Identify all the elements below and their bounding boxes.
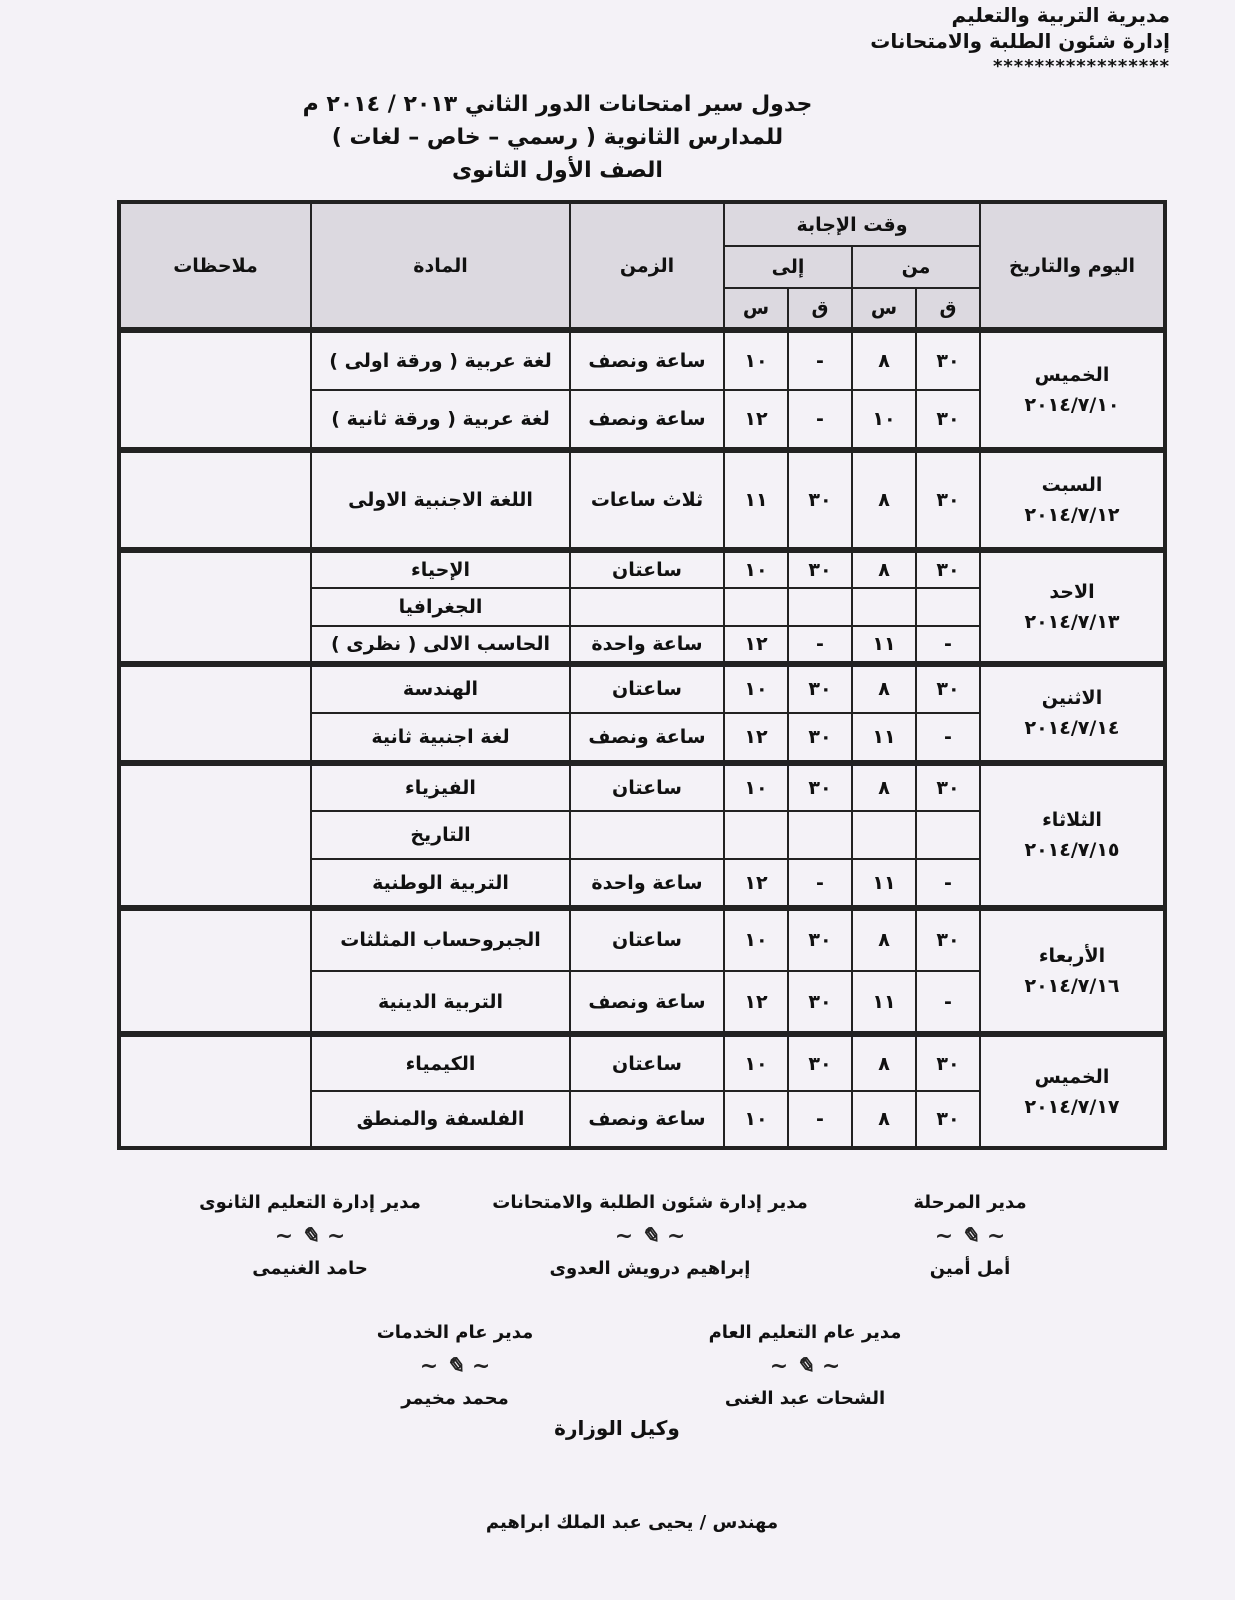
subject-cell: لغة عربية ( ورقة ثانية ) bbox=[311, 390, 570, 450]
to-hour-cell: ١٠ bbox=[724, 763, 788, 811]
to-hour-cell: ١٢ bbox=[724, 859, 788, 907]
to-minute-cell: ٣٠ bbox=[788, 763, 852, 811]
signature-name: محمد مخيمر bbox=[401, 1388, 509, 1409]
from-hour-cell: ١٠ bbox=[852, 390, 916, 450]
duration-cell: ساعتان bbox=[570, 1034, 724, 1091]
from-hour-cell: ١١ bbox=[852, 971, 916, 1034]
header-from-hour: س bbox=[852, 288, 916, 330]
exam-date: ٢٠١٤/٧/١٤ bbox=[1024, 717, 1120, 740]
subject-cell: الجغرافيا bbox=[311, 588, 570, 626]
handwritten-signature-mark: ~ ✎ ~ bbox=[614, 1223, 686, 1249]
document-titles bbox=[0, 88, 1235, 187]
to-hour-cell bbox=[724, 588, 788, 626]
signature-name: الشحات عبد الغنى bbox=[724, 1388, 886, 1409]
handwritten-signature-mark: ~ ✎ ~ bbox=[419, 1353, 491, 1379]
from-minute-cell: ٣٠ bbox=[916, 1034, 980, 1091]
table-row bbox=[119, 550, 1165, 588]
subject-cell: الفلسفة والمنطق bbox=[311, 1091, 570, 1148]
from-hour-cell: ٨ bbox=[852, 763, 916, 811]
exam-date: ٢٠١٤/٧/١٦ bbox=[1024, 975, 1120, 998]
from-minute-cell: ٣٠ bbox=[916, 763, 980, 811]
from-hour-cell bbox=[852, 811, 916, 859]
day-name: الاثنين bbox=[1041, 687, 1103, 710]
day-date-cell bbox=[980, 550, 1165, 664]
to-minute-cell: ٣٠ bbox=[788, 713, 852, 762]
signature-services-director bbox=[355, 1318, 555, 1414]
to-minute-cell: ٣٠ bbox=[788, 1034, 852, 1091]
to-hour-cell: ١٠ bbox=[724, 1091, 788, 1148]
table-row bbox=[119, 1034, 1165, 1091]
subject-cell: الفيزياء bbox=[311, 763, 570, 811]
duration-cell: ساعتان bbox=[570, 908, 724, 971]
from-minute-cell: ٣٠ bbox=[916, 390, 980, 450]
day-date-cell bbox=[980, 330, 1165, 450]
from-minute-cell: - bbox=[916, 971, 980, 1034]
day-name: الخميس bbox=[1034, 1065, 1110, 1088]
to-minute-cell: - bbox=[788, 330, 852, 390]
duration-cell bbox=[570, 811, 724, 859]
signature-name: إبراهيم درويش العدوى bbox=[549, 1258, 751, 1279]
from-hour-cell: ٨ bbox=[852, 1034, 916, 1091]
duration-cell: ساعة واحدة bbox=[570, 626, 724, 664]
header-duration: الزمن bbox=[570, 202, 724, 330]
to-hour-cell: ١٠ bbox=[724, 908, 788, 971]
duration-cell: ساعة ونصف bbox=[570, 330, 724, 390]
header-subject: المادة bbox=[311, 202, 570, 330]
duration-cell: ساعة ونصف bbox=[570, 390, 724, 450]
day-date-cell bbox=[980, 763, 1165, 908]
to-minute-cell: ٣٠ bbox=[788, 664, 852, 713]
notes-cell bbox=[119, 550, 311, 664]
table-row bbox=[119, 330, 1165, 390]
subject-cell: الكيمياء bbox=[311, 1034, 570, 1091]
to-hour-cell: ١٢ bbox=[724, 971, 788, 1034]
duration-cell: ساعة ونصف bbox=[570, 713, 724, 762]
duration-cell: ساعتان bbox=[570, 664, 724, 713]
from-hour-cell: ٨ bbox=[852, 550, 916, 588]
signature-title: مدير إدارة شئون الطلبة والامتحانات bbox=[492, 1192, 808, 1213]
handwritten-signature-mark: ~ ✎ ~ bbox=[274, 1223, 346, 1249]
from-minute-cell: - bbox=[916, 626, 980, 664]
day-name: الخميس bbox=[1034, 364, 1110, 386]
stars-divider: ***************** bbox=[992, 56, 1170, 77]
from-hour-cell bbox=[852, 588, 916, 626]
signature-student-affairs-director bbox=[480, 1188, 820, 1284]
to-hour-cell: ١٠ bbox=[724, 664, 788, 713]
from-minute-cell: ٣٠ bbox=[916, 330, 980, 390]
subject-cell: التربية الدينية bbox=[311, 971, 570, 1034]
title-line-2: للمدارس الثانوية ( رسمي – خاص – لغات ) bbox=[331, 125, 784, 150]
signature-stage-director bbox=[880, 1188, 1060, 1284]
notes-cell bbox=[119, 1034, 311, 1148]
exam-date: ٢٠١٤/٧/١٧ bbox=[1024, 1095, 1120, 1118]
duration-cell: ساعة واحدة bbox=[570, 859, 724, 907]
from-hour-cell: ١١ bbox=[852, 626, 916, 664]
duration-cell: ثلاث ساعات bbox=[570, 450, 724, 550]
from-minute-cell: ٣٠ bbox=[916, 450, 980, 550]
to-minute-cell: ٣٠ bbox=[788, 550, 852, 588]
from-minute-cell: - bbox=[916, 859, 980, 907]
from-hour-cell: ٨ bbox=[852, 908, 916, 971]
from-hour-cell: ١١ bbox=[852, 859, 916, 907]
day-date-cell bbox=[980, 664, 1165, 763]
signature-title: مدير إدارة التعليم الثانوى bbox=[199, 1192, 421, 1213]
subject-cell: التاريخ bbox=[311, 811, 570, 859]
to-minute-cell: - bbox=[788, 390, 852, 450]
subject-cell: الحاسب الالى ( نظرى ) bbox=[311, 626, 570, 664]
day-date-cell bbox=[980, 1034, 1165, 1148]
to-minute-cell: ٣٠ bbox=[788, 908, 852, 971]
signature-title: مدير عام الخدمات bbox=[376, 1322, 534, 1343]
exam-schedule-table bbox=[117, 200, 1167, 1150]
signature-name: أمل أمين bbox=[929, 1258, 1011, 1279]
header-to: إلى bbox=[724, 246, 852, 288]
from-minute-cell: ٣٠ bbox=[916, 908, 980, 971]
title-line-3: الصف الأول الثانوى bbox=[452, 158, 663, 183]
subject-cell: الجبروحساب المثلثات bbox=[311, 908, 570, 971]
from-minute-cell: ٣٠ bbox=[916, 664, 980, 713]
to-hour-cell: ١٠ bbox=[724, 550, 788, 588]
from-hour-cell: ٨ bbox=[852, 330, 916, 390]
table-header bbox=[119, 202, 1165, 330]
day-date-cell bbox=[980, 908, 1165, 1034]
table-body bbox=[119, 330, 1165, 1148]
to-hour-cell bbox=[724, 811, 788, 859]
from-hour-cell: ١١ bbox=[852, 713, 916, 762]
from-hour-cell: ٨ bbox=[852, 1091, 916, 1148]
duration-cell: ساعتان bbox=[570, 550, 724, 588]
to-minute-cell bbox=[788, 588, 852, 626]
subject-cell: التربية الوطنية bbox=[311, 859, 570, 907]
subject-cell: لغة اجنبية ثانية bbox=[311, 713, 570, 762]
deputy-name: مهندس / يحيى عبد الملك ابراهيم bbox=[485, 1512, 779, 1533]
header-to-hour: س bbox=[724, 288, 788, 330]
subject-cell: لغة عربية ( ورقة اولى ) bbox=[311, 330, 570, 390]
day-name: الثلاثاء bbox=[1042, 809, 1102, 832]
duration-cell: ساعة ونصف bbox=[570, 1091, 724, 1148]
subject-cell: اللغة الاجنبية الاولى bbox=[311, 450, 570, 550]
signature-name: حامد الغنيمى bbox=[252, 1258, 368, 1279]
exam-date: ٢٠١٤/٧/١٠ bbox=[1024, 394, 1120, 416]
to-hour-cell: ١٢ bbox=[724, 626, 788, 664]
day-name: الاحد bbox=[1049, 580, 1095, 603]
exam-date: ٢٠١٤/٧/١٣ bbox=[1024, 610, 1120, 633]
header-notes: ملاحظات bbox=[119, 202, 311, 330]
notes-cell bbox=[119, 664, 311, 763]
header-from: من bbox=[852, 246, 980, 288]
signature-secondary-director bbox=[185, 1188, 435, 1284]
to-minute-cell: ٣٠ bbox=[788, 971, 852, 1034]
to-hour-cell: ١٠ bbox=[724, 1034, 788, 1091]
from-hour-cell: ٨ bbox=[852, 664, 916, 713]
to-minute-cell: - bbox=[788, 626, 852, 664]
to-hour-cell: ١٢ bbox=[724, 390, 788, 450]
from-minute-cell bbox=[916, 588, 980, 626]
header-block bbox=[870, 2, 1170, 80]
title-line-1: جدول سير امتحانات الدور الثاني ٢٠١٣ / ٢٠١٤ م bbox=[302, 92, 813, 117]
header-to-minute: ق bbox=[788, 288, 852, 330]
to-minute-cell: ٣٠ bbox=[788, 450, 852, 550]
deputy-title: وكيل الوزارة bbox=[554, 1416, 680, 1440]
subject-cell: الإحياء bbox=[311, 550, 570, 588]
signature-title: مدير المرحلة bbox=[913, 1192, 1027, 1213]
header-day: اليوم والتاريخ bbox=[980, 202, 1165, 330]
from-minute-cell: ٣٠ bbox=[916, 1091, 980, 1148]
handwritten-signature-mark: ~ ✎ ~ bbox=[934, 1223, 1006, 1249]
to-hour-cell: ١١ bbox=[724, 450, 788, 550]
to-minute-cell: - bbox=[788, 859, 852, 907]
to-hour-cell: ١٠ bbox=[724, 330, 788, 390]
department-name: إدارة شئون الطلبة والامتحانات bbox=[870, 29, 1170, 53]
subject-cell: الهندسة bbox=[311, 664, 570, 713]
signature-title: مدير عام التعليم العام bbox=[708, 1322, 902, 1343]
from-minute-cell bbox=[916, 811, 980, 859]
handwritten-signature-mark: ~ ✎ ~ bbox=[769, 1353, 841, 1379]
duration-cell: ساعة ونصف bbox=[570, 971, 724, 1034]
table-row bbox=[119, 763, 1165, 811]
to-hour-cell: ١٢ bbox=[724, 713, 788, 762]
to-minute-cell bbox=[788, 811, 852, 859]
table-row bbox=[119, 450, 1165, 550]
header-answer-time: وقت الإجابة bbox=[724, 202, 980, 246]
directorate-name: مديرية التربية والتعليم bbox=[951, 3, 1170, 27]
table-row bbox=[119, 664, 1165, 713]
from-hour-cell: ٨ bbox=[852, 450, 916, 550]
exam-date: ٢٠١٤/٧/١٥ bbox=[1024, 839, 1120, 862]
table-row bbox=[119, 908, 1165, 971]
day-name: الأربعاء bbox=[1038, 945, 1106, 968]
notes-cell bbox=[119, 450, 311, 550]
notes-cell bbox=[119, 330, 311, 450]
exam-date: ٢٠١٤/٧/١٢ bbox=[1024, 504, 1120, 526]
from-minute-cell: ٣٠ bbox=[916, 550, 980, 588]
signature-general-education-director bbox=[675, 1318, 935, 1414]
duration-cell bbox=[570, 588, 724, 626]
day-date-cell bbox=[980, 450, 1165, 550]
notes-cell bbox=[119, 908, 311, 1034]
to-minute-cell: - bbox=[788, 1091, 852, 1148]
day-name: السبت bbox=[1041, 474, 1103, 496]
notes-cell bbox=[119, 763, 311, 908]
from-minute-cell: - bbox=[916, 713, 980, 762]
duration-cell: ساعتان bbox=[570, 763, 724, 811]
header-from-minute: ق bbox=[916, 288, 980, 330]
